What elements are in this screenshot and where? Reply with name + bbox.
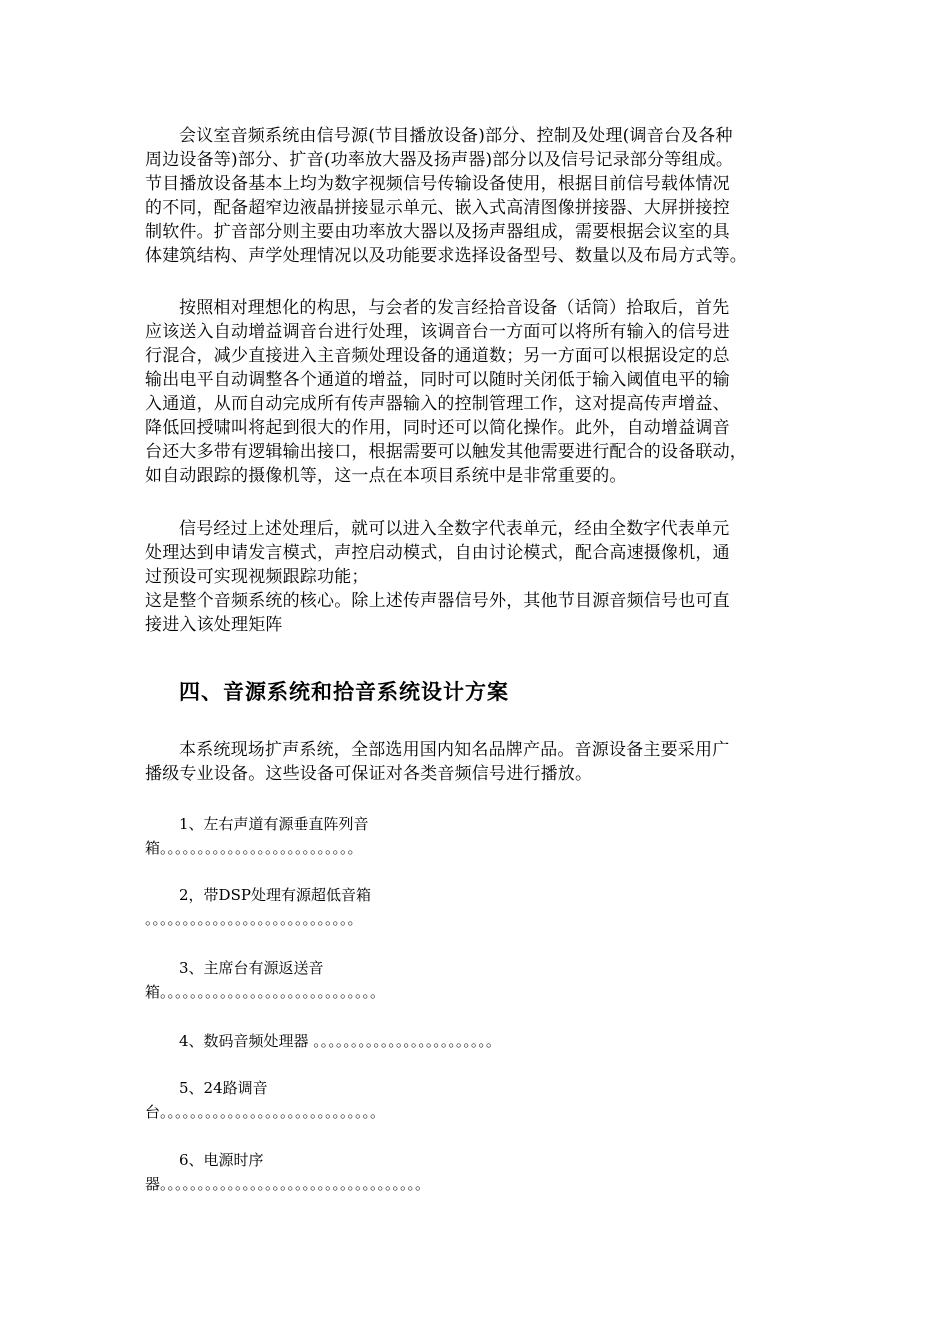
paragraph-3	[145, 517, 805, 637]
equipment-item-title: 4、数码音频处理器 。。。。。。。。。。。。。。。。。。。。。。。。	[179, 1032, 501, 1050]
equipment-item-6	[145, 1148, 825, 1196]
paragraph-line: 过预设可实现视频跟踪功能；	[145, 567, 369, 587]
paragraph-line: 接进入该处理矩阵	[145, 615, 283, 635]
equipment-item-leader: 。。。。。。。。。。。。。。。。。。。。。。。。。。。。	[145, 910, 363, 928]
paragraph-line: 体建筑结构、声学处理情况以及功能要求选择设备型号、数量以及布局方式等。	[145, 246, 747, 266]
paragraph-line: 会议室音频系统由信号源(节目播放设备)部分、控制及处理(调音台及各种	[179, 126, 733, 146]
paragraph-line: 本系统现场扩声系统，全部选用国内知名品牌产品。音源设备主要采用广	[179, 740, 730, 760]
paragraph-1	[145, 124, 805, 268]
paragraph-line: 的不同，配备超窄边液晶拼接显示单元、嵌入式高清图像拼接器、大屏拼接控	[145, 198, 730, 218]
paragraph-line: 这是整个音频系统的核心。除上述传声器信号外，其他节目源音频信号也可直	[145, 591, 730, 611]
paragraph-line: 降低回授啸叫将起到很大的作用，同时还可以简化操作。此外，自动增益调音	[145, 418, 730, 438]
equipment-item-leader: 箱。。。。。。。。。。。。。。。。。。。。。。。。。。。。。	[145, 983, 386, 1001]
equipment-item-title: 2，带DSP处理有源超低音箱	[179, 886, 371, 904]
paragraph-line: 处理达到申请发言模式，声控启动模式，自由讨论模式，配合高速摄像机，通	[145, 543, 730, 563]
section-heading: 四、音源系统和拾音系统设计方案	[179, 680, 509, 704]
paragraph-line: 制软件。扩音部分则主要由功率放大器以及扬声器组成，需要根据会议室的具	[145, 222, 730, 242]
equipment-item-leader: 器。。。。。。。。。。。。。。。。。。。。。。。。。。。。。。。。。。。	[145, 1175, 431, 1193]
equipment-item-title: 3、主席台有源返送音	[179, 959, 324, 977]
equipment-item-1	[145, 812, 825, 860]
paragraph-line: 入通道，从而自动完成所有传声器输入的控制管理工作，这对提高传声增益、	[145, 394, 730, 414]
equipment-item-leader: 箱。。。。。。。。。。。。。。。。。。。。。。。。。。	[145, 839, 363, 857]
paragraph-line: 周边设备等)部分、扩音(功率放大器及扬声器)部分以及信号记录部分等组成。	[145, 150, 734, 170]
paragraph-line: 行混合，减少直接进入主音频处理设备的通道数；另一方面可以根据设定的总	[145, 346, 730, 366]
equipment-item-4	[145, 1029, 825, 1053]
equipment-item-title: 6、电源时序	[179, 1151, 264, 1169]
paragraph-line: 信号经过上述处理后，就可以进入全数字代表单元，经由全数字代表单元	[179, 519, 730, 539]
paragraph-line: 应该送入自动增益调音台进行处理，该调音台一方面可以将所有输入的信号进	[145, 322, 730, 342]
paragraph-line: 播级专业设备。这些设备可保证对各类音频信号进行播放。	[145, 764, 593, 784]
equipment-item-title: 5、24路调音	[179, 1079, 268, 1097]
equipment-item-title: 1、左右声道有源垂直阵列音	[179, 815, 369, 833]
paragraph-2	[145, 296, 805, 488]
paragraph-line: 如自动跟踪的摄像机等，这一点在本项目系统中是非常重要的。	[145, 466, 627, 486]
paragraph-line: 输出电平自动调整各个通道的增益，同时可以随时关闭低于输入阈值电平的输	[145, 370, 730, 390]
paragraph-line: 节目播放设备基本上均为数字视频信号传输设备使用，根据目前信号载体情况	[145, 174, 730, 194]
paragraph-4	[145, 738, 805, 786]
equipment-item-5	[145, 1076, 825, 1124]
paragraph-line: 台还大多带有逻辑输出接口，根据需要可以触发其他需要进行配合的设备联动，	[145, 442, 747, 462]
equipment-item-3	[145, 956, 825, 1004]
equipment-item-2	[145, 883, 825, 931]
equipment-item-leader: 台。。。。。。。。。。。。。。。。。。。。。。。。。。。。。	[145, 1103, 386, 1121]
paragraph-line: 按照相对理想化的构思，与会者的发言经拾音设备（话筒）拾取后，首先	[179, 298, 730, 318]
